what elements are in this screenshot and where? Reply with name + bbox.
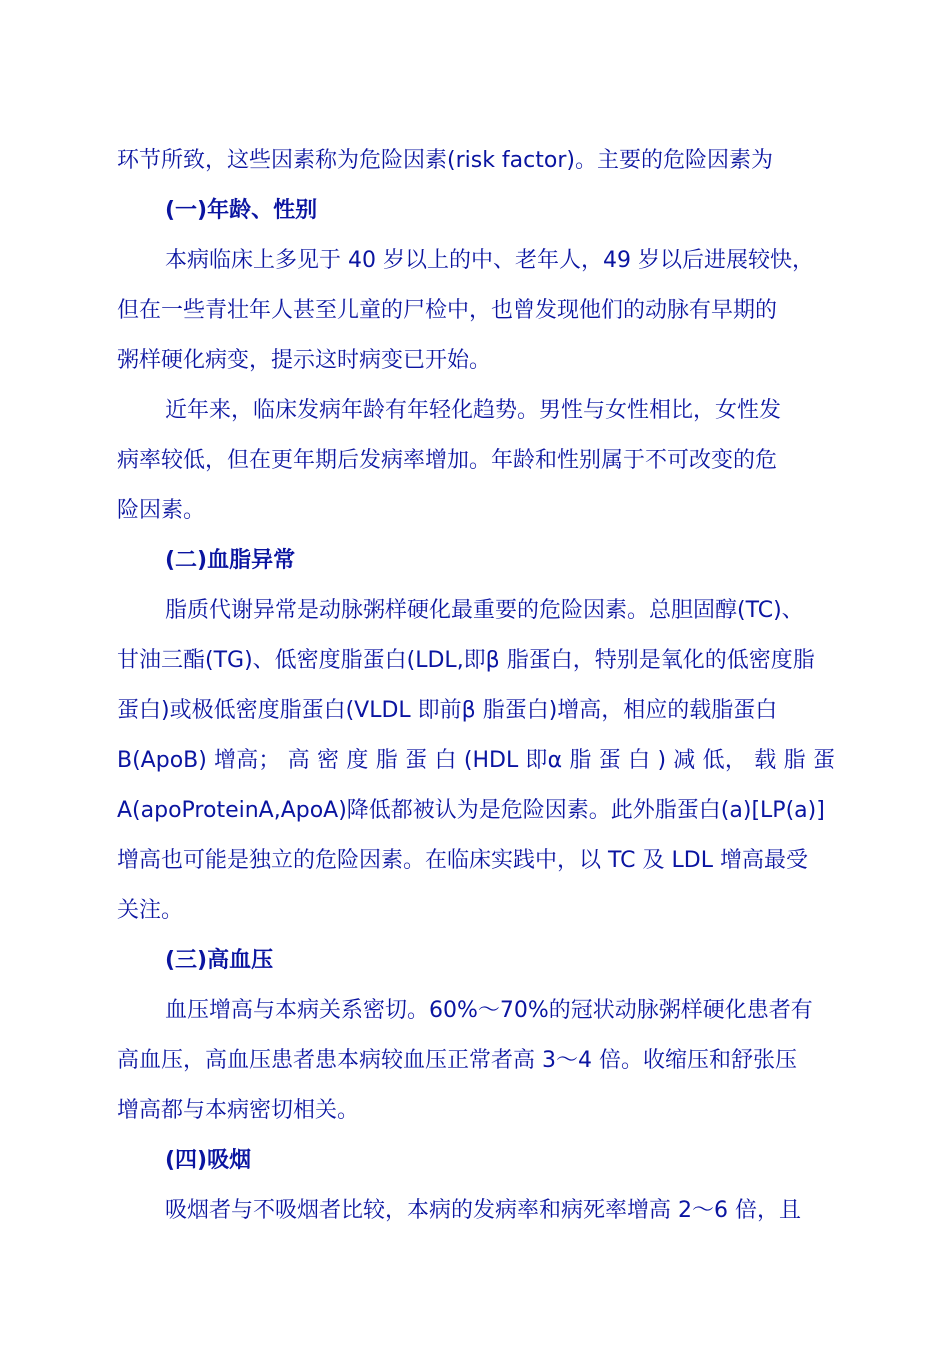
text-line: 吸烟者与不吸烟者比较，本病的发病率和病死率增高 2～6 倍，且 bbox=[165, 1198, 801, 1223]
text-line: 险因素。 bbox=[117, 498, 206, 523]
section-heading-smoking: (四)吸烟 bbox=[165, 1148, 252, 1173]
text-line: 粥样硬化病变，提示这时病变已开始。 bbox=[117, 348, 492, 373]
text-line: 增高都与本病密切相关。 bbox=[117, 1098, 360, 1123]
text-line: 增高也可能是独立的危险因素。在临床实践中，以 TC 及 LDL 增高最受 bbox=[117, 848, 808, 873]
text-line: 蛋白)或极低密度脂蛋白(VLDL 即前β 脂蛋白)增高，相应的载脂蛋白 bbox=[117, 698, 778, 723]
document-page bbox=[117, 136, 835, 1236]
text-line: 本病临床上多见于 40 岁以上的中、老年人，49 岁以后进展较快， bbox=[165, 248, 814, 273]
text-line: 但在一些青壮年人甚至儿童的尸检中，也曾发现他们的动脉有早期的 bbox=[117, 298, 778, 323]
text-line: 关注。 bbox=[117, 898, 184, 923]
text-line: A(apoProteinA,ApoA)降低都被认为是危险因素。此外脂蛋白(a)[LP(a)] bbox=[117, 798, 825, 823]
section-heading-dyslipidemia: (二)血脂异常 bbox=[165, 548, 296, 573]
text-line: 高血压，高血压患者患本病较血压正常者高 3～4 倍。收缩压和舒张压 bbox=[117, 1048, 797, 1073]
text-line: 甘油三酯(TG)、低密度脂蛋白(LDL,即β 脂蛋白，特别是氧化的低密度脂 bbox=[117, 648, 815, 673]
text-line: 脂质代谢异常是动脉粥样硬化最重要的危险因素。总胆固醇(TC)、 bbox=[165, 598, 804, 623]
text-line: B(ApoB) 增高； 高 密 度 脂 蛋 白 (HDL 即α 脂 蛋 白 ) 减 低， 载 脂 蛋 bbox=[117, 748, 835, 773]
section-heading-age-sex: (一)年龄、性别 bbox=[165, 198, 318, 223]
text-line: 病率较低，但在更年期后发病率增加。年龄和性别属于不可改变的危 bbox=[117, 448, 778, 473]
text-line: 环节所致，这些因素称为危险因素(risk factor)。主要的危险因素为 bbox=[117, 148, 773, 173]
section-heading-hypertension: (三)高血压 bbox=[165, 948, 274, 973]
text-line: 血压增高与本病关系密切。60%～70%的冠状动脉粥样硬化患者有 bbox=[165, 998, 813, 1023]
text-line: 近年来，临床发病年龄有年轻化趋势。男性与女性相比，女性发 bbox=[165, 398, 782, 423]
